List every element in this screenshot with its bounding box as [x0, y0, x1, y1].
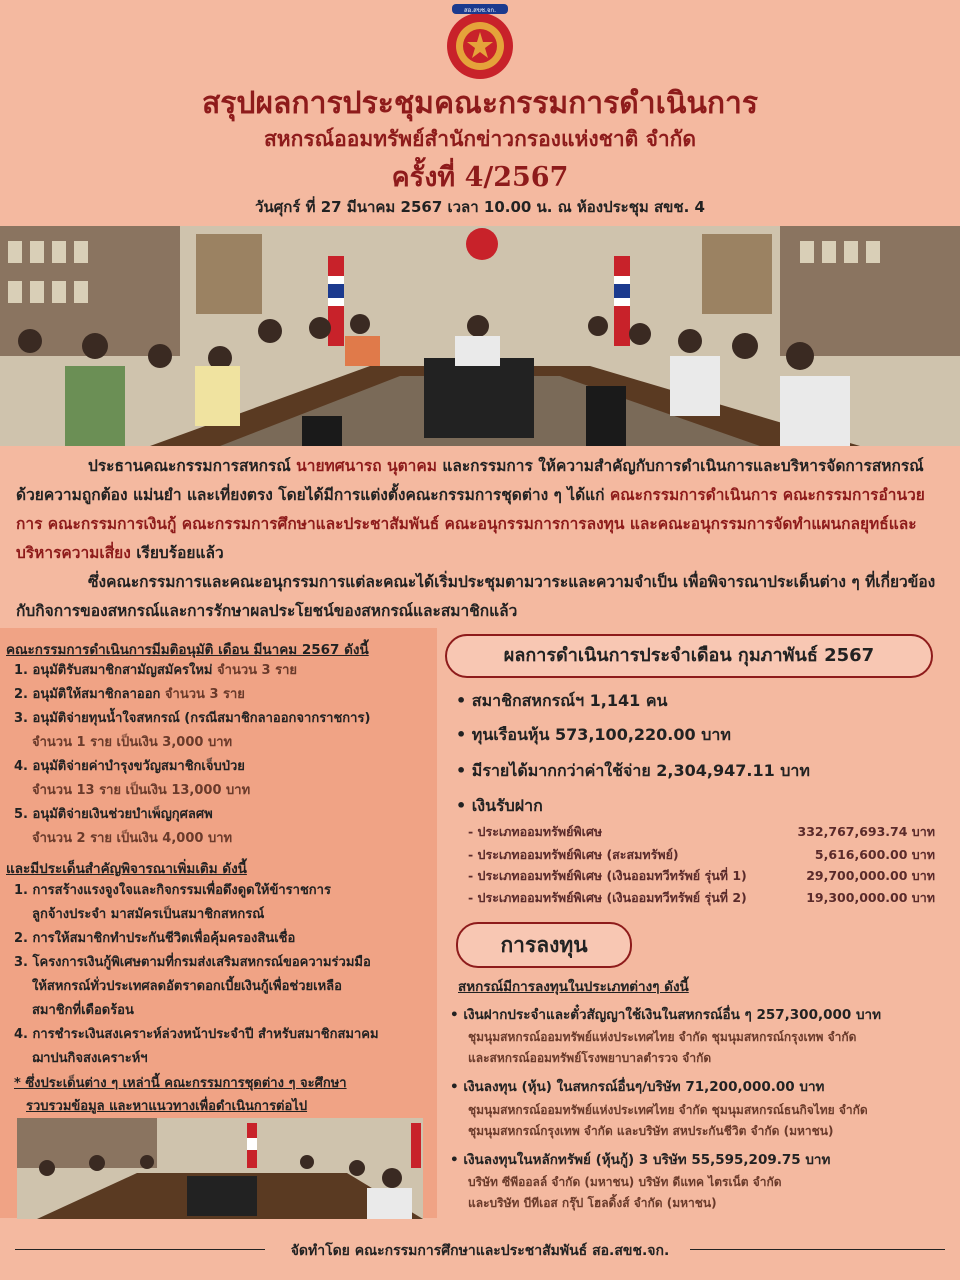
meeting-photo-small: [17, 1118, 423, 1219]
deposit-type: - ประเภทออมทรัพย์พิเศษ (เงินออมทวีทรัพย์ รุ่นที่ 1): [468, 868, 747, 883]
chairman-name: นายทศนารถ นุตาคม: [296, 457, 437, 475]
investment-detail: และสหกรณ์ออมทรัพย์โรงพยาบาลตำรวจ จำกัด: [468, 1051, 712, 1065]
issues-heading: และมีประเด็นสำคัญพิจารณาเพิ่มเติม ดังนี้: [6, 861, 247, 877]
committee-list: คณะกรรมการดำเนินการ คณะกรรมการอำนวยการ คณะกรรมการเงินกู้ คณะกรรมการศึกษาและประชาสัมพันธ์ คณะอนุกรรมการการลงทุน และคณะอนุกรรมการจัดทำแผนกลยุทธ์และบริหารความเสี่ยง: [16, 486, 925, 562]
deposit-amount: 29,700,000.00 บาท: [806, 868, 935, 883]
issue-item-cont: ลูกจ้างประจำ มาสมัครเป็นสมาชิกสหกรณ์: [32, 907, 265, 922]
svg-text:สอ.สขช.จก.: สอ.สขช.จก.: [464, 7, 496, 14]
investment-item: • เงินฝากประจำและตั๋วสัญญาใช้เงินในสหกรณ์อื่น ๆ 257,300,000 บาท: [450, 1007, 882, 1023]
deposit-amount: 5,616,600.00 บาท: [814, 847, 935, 862]
issue-item-cont: สมาชิกที่เดือดร้อน: [32, 1003, 134, 1018]
deposits-label: • เงินรับฝาก: [456, 796, 543, 815]
deposit-amount: 332,767,693.74 บาท: [797, 824, 935, 839]
resolution-item: 2. อนุมัติให้สมาชิกลาออก จำนวน 3 ราย: [14, 687, 245, 702]
issue-item: 4. การชำระเงินสงเคราะห์ล่วงหน้าประจำปี สำหรับสมาชิกสมาคม: [14, 1027, 379, 1042]
issues-note: * ซึ่งประเด็นต่าง ๆ เหล่านี้ คณะกรรมการชุดต่าง ๆ จะศึกษา: [14, 1076, 347, 1091]
share-capital: • ทุนเรือนหุ้น 573,100,220.00 บาท: [456, 725, 731, 744]
investment-subheading: สหกรณ์มีการลงทุนในประเภทต่างๆ ดังนี้: [458, 979, 689, 995]
deposit-type: - ประเภทออมทรัพย์พิเศษ (เงินออมทวีทรัพย์ รุ่นที่ 2): [468, 890, 747, 905]
deposit-type: - ประเภทออมทรัพย์พิเศษ (สะสมทรัพย์): [468, 847, 679, 862]
issue-item: 2. การให้สมาชิกทำประกันชีวิตเพื่อคุ้มครองสินเชื่อ: [14, 931, 296, 946]
resolution-detail: จำนวน 1 ราย เป็นเงิน 3,000 บาท: [32, 735, 233, 750]
resolution-item: 5. อนุมัติจ่ายเงินช่วยบำเพ็ญกุศลศพ: [14, 807, 213, 822]
issue-item-cont: ฌาปนกิจสงเคราะห์ฯ: [32, 1051, 148, 1066]
resolution-item: 1. อนุมัติรับสมาชิกสามัญสมัครใหม่ จำนวน 3 ราย: [14, 663, 298, 678]
meeting-date: วันศุกร์ ที่ 27 มีนาคม 2567 เวลา 10.00 น. ณ ห้องประชุม สขช. 4: [255, 198, 705, 216]
resolution-item: 4. อนุมัติจ่ายค่าบำรุงขวัญสมาชิกเจ็บป่วย: [14, 759, 245, 774]
meeting-number: ครั้งที่ 4/2567: [391, 162, 569, 193]
resolution-detail: จำนวน 13 ราย เป็นเงิน 13,000 บาท: [32, 783, 251, 798]
intro-text: และกรรมการ ให้ความสำคัญกับการดำเนินการและบริหารจัดการสหกรณ์ด้วยความถูกต้อง แม่นยำ และเที่ยงตรง โดยได้มีการแต่งตั้งคณะกรรมการชุดต่าง ๆ ได้แก่: [16, 457, 924, 504]
investment-detail: บริษัท ซีพีออลล์ จำกัด (มหาชน) บริษัท ดีแทค ไตรเน็ต จำกัด: [468, 1175, 782, 1189]
members-count: • สมาชิกสหกรณ์ฯ 1,141 คน: [456, 691, 668, 710]
cooperative-logo: [442, 4, 518, 80]
investment-detail: ชุมนุมสหกรณ์กรุงเทพ จำกัด และบริษัท สหประกันชีวิต จำกัด (มหาชน): [468, 1124, 834, 1138]
page-title: สรุปผลการประชุมคณะกรรมการดำเนินการ: [202, 86, 758, 121]
investment-detail: ชุมนุมสหกรณ์ออมทรัพย์แห่งประเทศไทย จำกัด ชุมนุมสหกรณ์ธนกิจไทย จำกัด: [468, 1103, 868, 1117]
resolution-item: 3. อนุมัติจ่ายทุนน้ำใจสหกรณ์ (กรณีสมาชิกลาออกจากราชการ): [14, 711, 371, 726]
meeting-photo: [0, 226, 960, 446]
performance-heading: ผลการดำเนินการประจำเดือน กุมภาพันธ์ 2567: [445, 634, 933, 678]
footer-divider: [690, 1249, 945, 1250]
net-income: • มีรายได้มากกว่าค่าใช้จ่าย 2,304,947.11 บาท: [456, 761, 810, 780]
deposit-type: - ประเภทออมทรัพย์พิเศษ: [468, 824, 603, 839]
issue-item: 3. โครงการเงินกู้พิเศษตามที่กรมส่งเสริมสหกรณ์ขอความร่วมมือ: [14, 955, 371, 970]
footer-credit: จัดทำโดย คณะกรรมการศึกษาและประชาสัมพันธ์ สอ.สขช.จก.: [290, 1243, 670, 1259]
investment-detail: และบริษัท บีทีเอส กรุ๊ป โฮลดิ้งส์ จำกัด (มหาชน): [468, 1196, 717, 1210]
investment-item: • เงินลงทุน (หุ้น) ในสหกรณ์อื่นๆ/บริษัท 71,200,000.00 บาท: [450, 1079, 825, 1095]
deposit-amount: 19,300,000.00 บาท: [806, 890, 935, 905]
organization-name: สหกรณ์ออมทรัพย์สำนักข่าวกรองแห่งชาติ จำกัด: [263, 126, 697, 151]
investment-item: • เงินลงทุนในหลักทรัพย์ (หุ้นกู้) 3 บริษัท 55,595,209.75 บาท: [450, 1152, 831, 1168]
resolution-detail: จำนวน 2 ราย เป็นเงิน 4,000 บาท: [32, 831, 233, 846]
resolutions-heading: คณะกรรมการดำเนินการมีมติอนุมัติ เดือน มีนาคม 2567 ดังนี้: [6, 642, 369, 658]
issues-note-cont: รวบรวมข้อมูล และหาแนวทางเพื่อดำเนินการต่อไป: [26, 1099, 308, 1114]
issue-item-cont: ให้สหกรณ์ทั่วประเทศลดอัตราดอกเบี้ยเงินกู้เพื่อช่วยเหลือ: [32, 979, 342, 994]
intro-text: เรียบร้อยแล้ว: [130, 544, 224, 562]
investment-detail: ชุมนุมสหกรณ์ออมทรัพย์แห่งประเทศไทย จำกัด ชุมนุมสหกรณ์กรุงเทพ จำกัด: [468, 1030, 857, 1044]
intro-text: ประธานคณะกรรมการสหกรณ์: [88, 457, 297, 475]
issue-item: 1. การสร้างแรงจูงใจและกิจกรรมเพื่อดึงดูดให้ข้าราชการ: [14, 883, 331, 898]
intro-paragraph: [16, 452, 944, 626]
intro-text-2: ซึ่งคณะกรรมการและคณะอนุกรรมการแต่ละคณะได้เริ่มประชุมตามวาระและความจำเป็น เพื่อพิจารณาประเด็นต่าง ๆ ที่เกี่ยวข้องกับกิจการของสหกรณ์และการรักษาผลประโยชน์ของสหกรณ์และสมาชิกแล้ว: [16, 573, 936, 620]
investment-heading: การลงทุน: [456, 922, 632, 968]
